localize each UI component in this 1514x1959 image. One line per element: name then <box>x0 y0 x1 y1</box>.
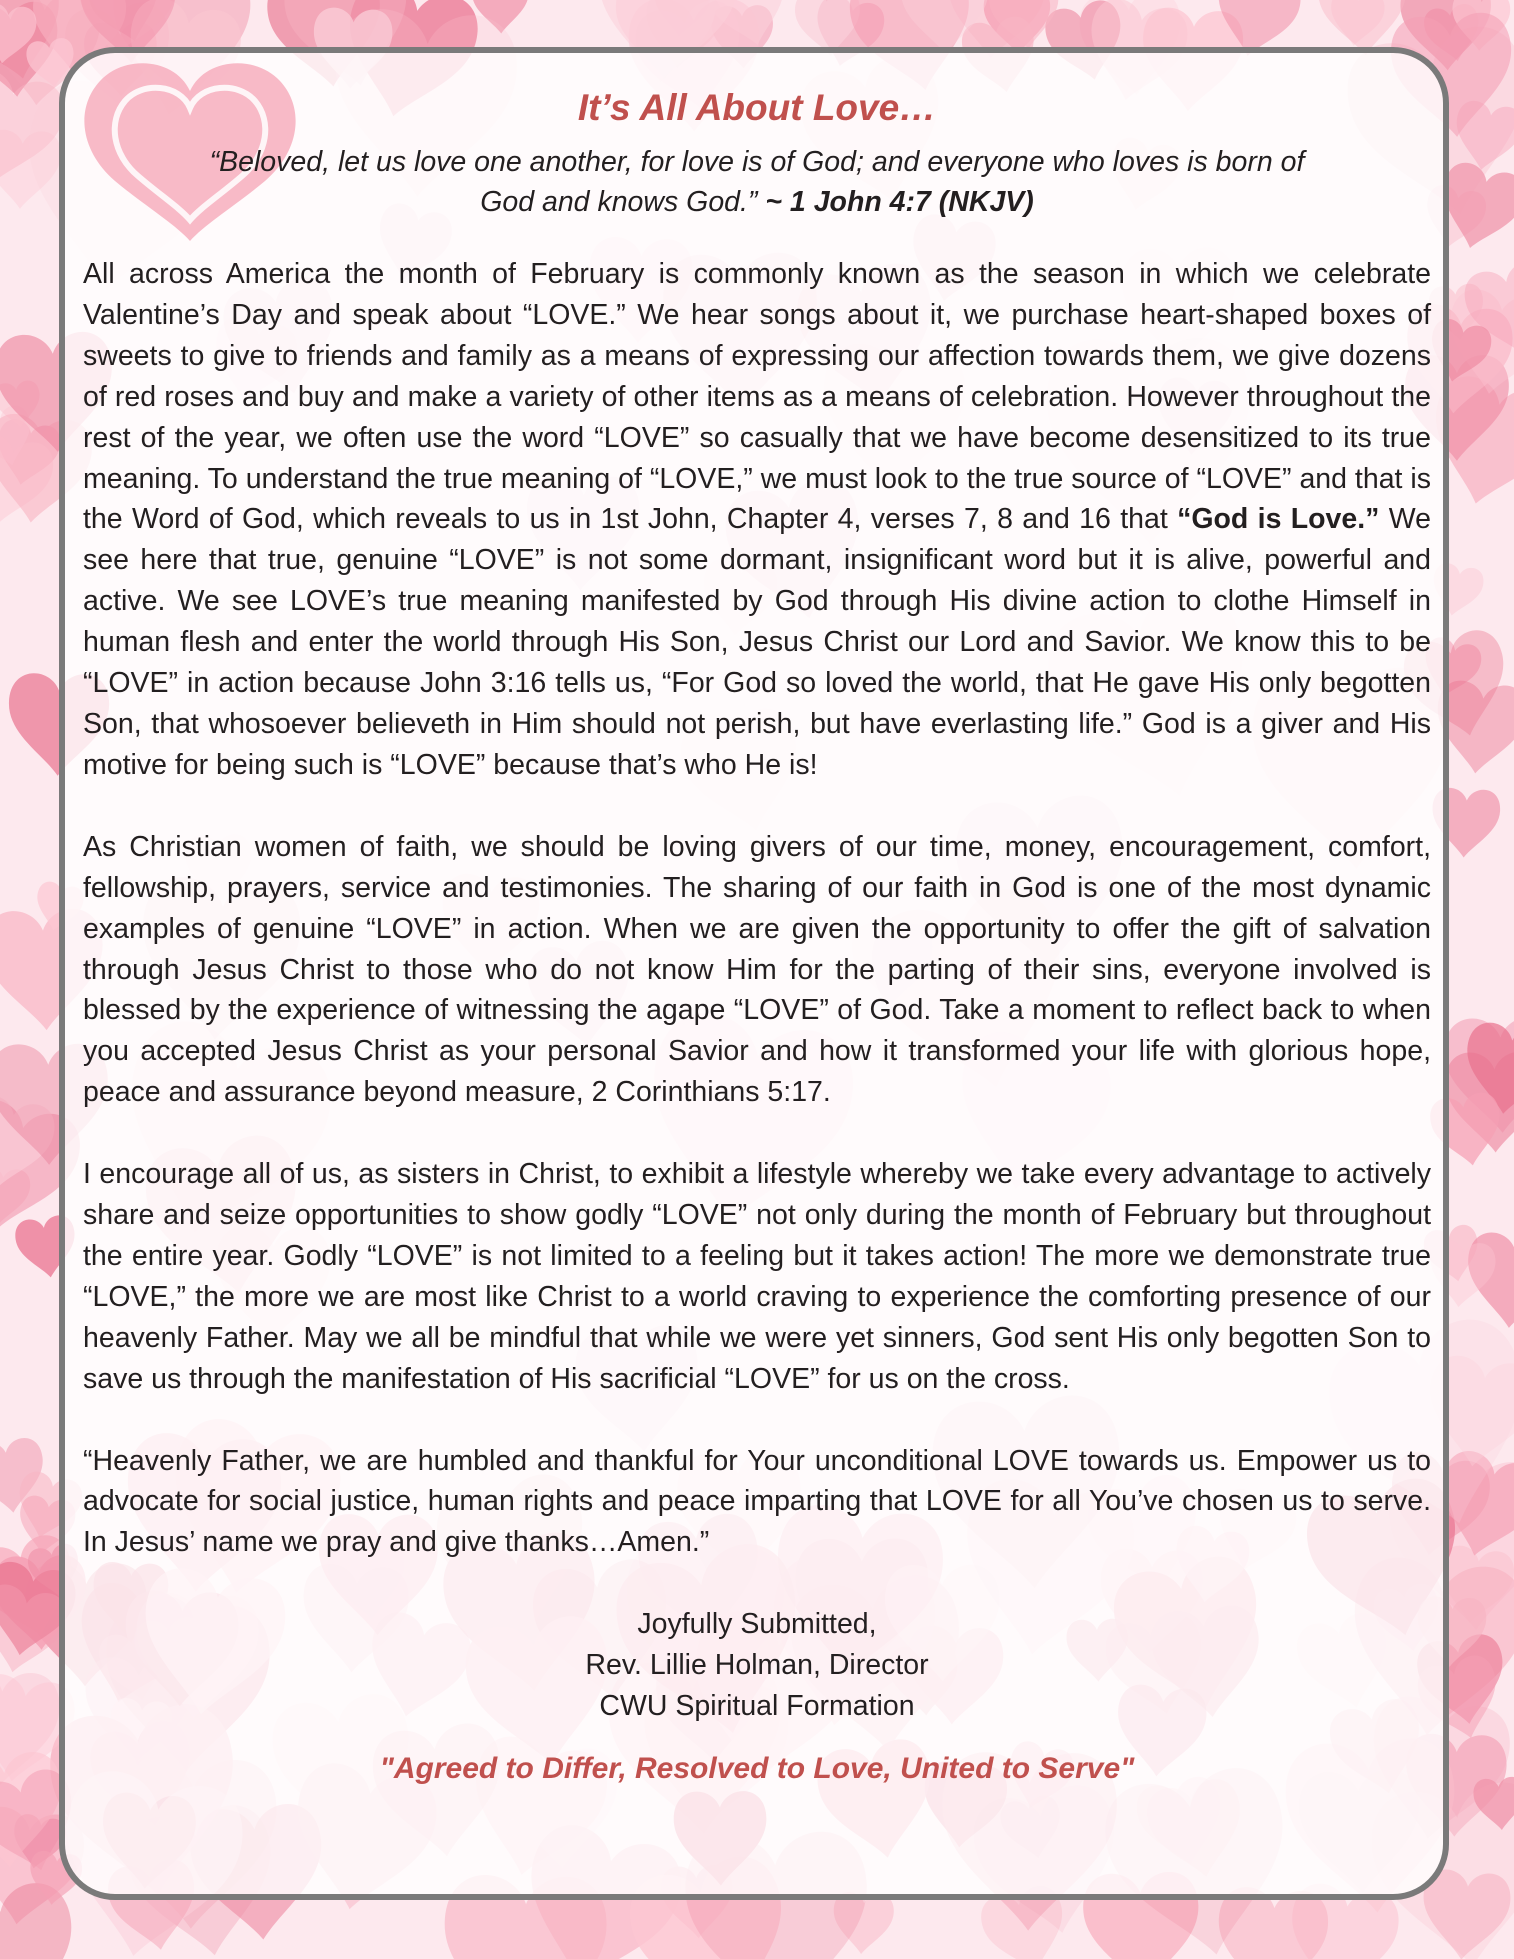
verse-reference: ~ 1 John 4:7 (NKJV) <box>765 186 1034 218</box>
prayer-paragraph: “Heavenly Father, we are humbled and thankful for Your unconditional LOVE towards us. Empower us to advocate for social justice, human rights and peace imparting that LOVE for all You’ve chosen us to serve. In Jesus’ name we pray and give thanks…Amen.” <box>83 1444 1431 1559</box>
paragraph-1-part-1: All across America the month of February is commonly known as the season in which we celebrate Valentine’s Day and speak about “LOVE.” We hear songs about it, we purchase heart-shaped boxes of sweets to give to friends and family as a means of expressing our affection towards them, we give dozens of red roses and buy and make a variety of other items as a means of celebration. However throughout the rest of the year, we often use the word “LOVE” so casually that we have become desensitized to its true meaning. To understand the true meaning of “LOVE,” we must look to the true source of “LOVE” and that is the Word of God, which reveals to us in 1st John, Chapter 4, verses 7, 8 and 16 that <box>83 258 1431 536</box>
paragraph-3: I encourage all of us, as sisters in Christ, to exhibit a lifestyle whereby we take every advantage to actively share and seize opportunities to show godly “LOVE” not only during the month of February but throughout the entire year. Godly “LOVE” is not limited to a feeling but it takes action! The more we demonstrate true “LOVE,” the more we are most like Christ to a world craving to experience the comforting presence of our heavenly Father. May we all be mindful that while we were yet sinners, God sent His only begotten Son to save us through the manifestation of His sacrificial “LOVE” for us on the cross. <box>83 1158 1431 1395</box>
paragraph-1-emphasis: “God is Love.” <box>1177 503 1380 536</box>
paragraph-1-part-2: We see here that true, genuine “LOVE” is not some dormant, insignificant word but it is alive, powerful and active. We see LOVE’s true meaning manifested by God through His divine action to clothe Himself in human flesh and enter the world through His Son, Jesus Christ our Lord and Savior. We know this to be “LOVE” in action because John 3:16 tells us, “For God so loved the world, that He gave His only begotten Son, that whosoever believeth in Him should not perish, but have everlasting life.” God is a giver and His motive for being such is “LOVE” because that’s who He is! <box>83 503 1432 781</box>
scripture-verse <box>187 142 1327 222</box>
signature-closing: Joyfully Submitted, <box>637 1608 877 1641</box>
paragraph-1 <box>83 254 1431 786</box>
paragraph-2: As Christian women of faith, we should be loving givers of our time, money, encouragement, comfort, fellowship, prayers, service and testimonies. The sharing of our faith in God is one of the most dynamic examples of genuine “LOVE” in action. When we are given the opportunity to offer the gift of salvation through Jesus Christ to those who do not know Him for the parting of their sins, everyone involved is blessed by the experience of witnessing the agape “LOVE” of God. Take a moment to reflect back to when you accepted Jesus Christ as your personal Savior and how it transformed your life with glorious hope, peace and assurance beyond measure, 2 Corinthians 5:17. <box>83 830 1431 1109</box>
page-title: It’s All About Love… <box>577 87 937 128</box>
signature-block <box>83 1604 1431 1727</box>
motto: "Agreed to Differ, Resolved to Love, United to Serve" <box>379 1752 1135 1785</box>
letter-content <box>83 80 1431 1791</box>
signature-name: Rev. Lillie Holman, Director <box>585 1649 929 1682</box>
verse-text: “Beloved, let us love one another, for love is of God; and everyone who loves is born of God and knows God.” <box>209 146 1305 218</box>
signature-org: CWU Spiritual Formation <box>599 1690 915 1723</box>
